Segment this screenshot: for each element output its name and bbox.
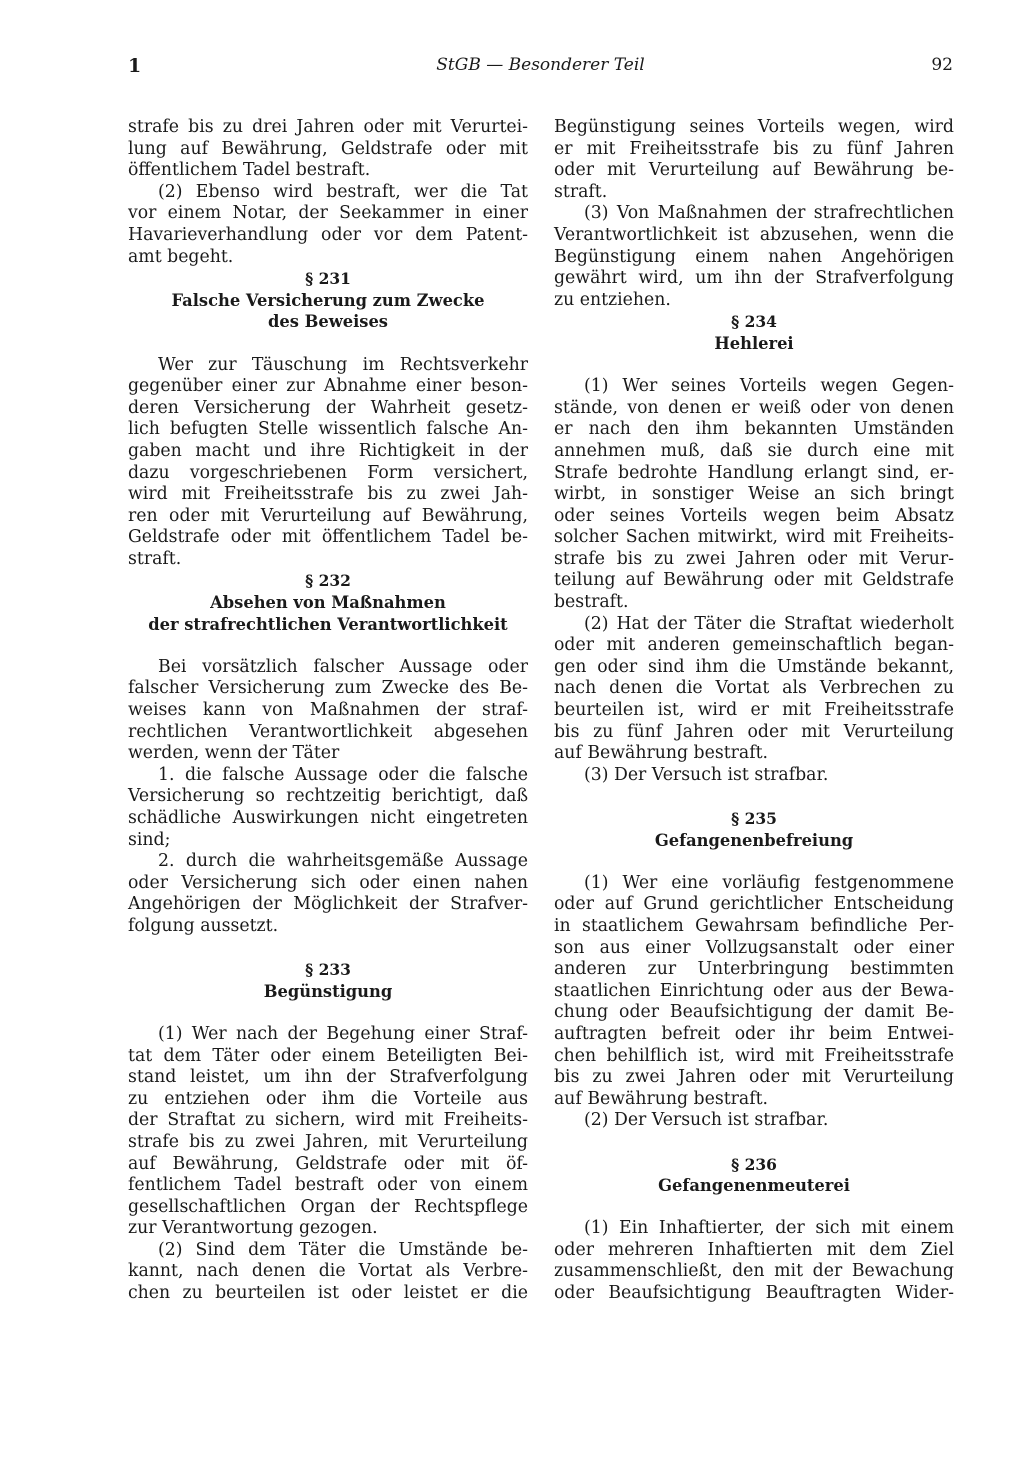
- text-line: Bei vorsätzlich falscher Aussage oder: [158, 656, 528, 677]
- text-line: strafe bis zu zwei Jahren oder mit Verur-: [554, 548, 954, 569]
- text-line: stand leistet, um ihn der Strafverfolgung: [128, 1067, 528, 1088]
- text-line: falscher Versicherung zum Zwecke des Be-: [128, 678, 528, 699]
- text-line: staatlichen Einrichtung oder aus der Bewa-: [554, 980, 954, 1001]
- text-line: strafe bis zu zwei Jahren, mit Verurteilung: [128, 1131, 528, 1152]
- text-line: Begünstigung seines Vorteils wegen, wird: [554, 117, 954, 137]
- text-line: (2) Der Versuch ist strafbar.: [584, 1110, 829, 1131]
- text-line: oder auf Grund gerichtlicher Entscheidung: [554, 894, 954, 915]
- spacer: [554, 1132, 954, 1154]
- spacer: [128, 333, 528, 355]
- text-line: 2. durch die wahrheitsgemäße Aussage: [158, 851, 528, 872]
- section-heading: Gefangenenbefreiung: [654, 830, 854, 850]
- text-line: (3) Der Versuch ist strafbar.: [584, 764, 829, 785]
- text-line: ren oder mit Verurteilung auf Bewährung,: [128, 505, 528, 526]
- section-number: § 234: [731, 312, 777, 332]
- page-header: [128, 55, 953, 85]
- right-text-column: [554, 117, 954, 1305]
- text-line: öffentlichem Tadel bestraft.: [128, 160, 371, 181]
- text-line: nach denen die Vortat als Verbrechen zu: [554, 678, 954, 699]
- section-heading: Falsche Versicherung zum Zwecke: [171, 290, 485, 310]
- text-line: (1) Wer seines Vorteils wegen Gegen-: [584, 376, 954, 397]
- spacer: [554, 786, 954, 808]
- text-line: sind;: [128, 829, 171, 850]
- text-line: (2) Ebenso wird bestraft, wer die Tat: [158, 181, 528, 202]
- section-heading: Begünstigung: [263, 981, 393, 1001]
- text-line: (2) Hat der Täter die Straftat wiederholt: [584, 613, 954, 634]
- section-number: § 232: [305, 571, 351, 591]
- text-line: kannt, nach denen die Vortat als Verbre-: [128, 1261, 528, 1282]
- section-heading: Hehlerei: [714, 333, 794, 353]
- text-line: Verantwortlichkeit ist abzusehen, wenn die: [554, 224, 954, 245]
- text-line: bestraft.: [554, 592, 629, 613]
- section-number: § 233: [305, 960, 351, 980]
- section-number: § 236: [731, 1154, 777, 1174]
- text-line: auf Bewährung, Geldstrafe oder mit öf-: [128, 1153, 528, 1174]
- text-line: son aus einer Vollzugsanstalt oder einer: [554, 937, 954, 958]
- text-line: auftragten befreit oder ihr beim Entwei-: [554, 1023, 954, 1044]
- text-line: der Straftat zu sichern, wird mit Freiheits-: [128, 1110, 528, 1131]
- text-line: lich befugten Stelle wissentlich falsche An-: [128, 419, 528, 440]
- text-line: gegenüber einer zur Abnahme einer beson-: [128, 376, 528, 397]
- text-line: deren Versicherung der Wahrheit gesetz-: [128, 397, 528, 418]
- left-text-column: [128, 117, 528, 1305]
- page-number: 92: [931, 55, 953, 75]
- section-number: § 235: [731, 809, 777, 828]
- text-line: chen behilflich ist, wird mit Freiheitsstrafe: [554, 1045, 954, 1066]
- running-title: StGB — Besonderer Teil: [436, 55, 645, 75]
- text-line: bis zu zwei Jahren oder mit Verurteilung: [554, 1067, 954, 1088]
- text-line: folgung aussetzt.: [128, 915, 279, 936]
- spacer: [128, 938, 528, 960]
- spacer: [128, 1002, 528, 1024]
- text-line: straft.: [128, 548, 182, 569]
- section-number: § 231: [305, 269, 351, 289]
- text-line: schädliche Auswirkungen nicht eingetreten: [128, 808, 528, 828]
- text-line: gaben macht und ihre Richtigkeit in der: [128, 440, 528, 461]
- text-line: oder mit anderen gemeinschaftlich began-: [554, 635, 954, 656]
- section-heading: Absehen von Maßnahmen: [210, 593, 446, 613]
- text-line: dazu vorgeschriebenen Form versichert,: [128, 462, 528, 483]
- text-line: anderen zur Unterbringung bestimmten: [554, 959, 954, 980]
- text-line: zu entziehen oder ihm die Vorteile aus: [128, 1088, 528, 1109]
- text-line: (1) Wer nach der Begehung einer Straf-: [158, 1023, 528, 1044]
- text-line: (3) Von Maßnahmen der strafrechtlichen: [584, 203, 954, 224]
- section-heading: der strafrechtlichen Verantwortlichkeit: [148, 614, 508, 634]
- text-line: chen zu beurteilen ist oder leistet er die: [128, 1283, 528, 1304]
- text-line: zur Verantwortung gezogen.: [128, 1218, 378, 1239]
- text-line: werden, wenn der Täter: [128, 743, 340, 764]
- spacer: [554, 355, 954, 377]
- text-line: gen oder sind ihm die Umstände bekannt,: [554, 656, 954, 677]
- spacer: [554, 1197, 954, 1219]
- text-line: straft.: [554, 181, 608, 202]
- text-line: wird mit Freiheitsstrafe bis zu zwei Jah-: [128, 484, 528, 505]
- text-line: Begünstigung einem nahen Angehörigen: [554, 246, 954, 267]
- section-heading: des Beweises: [268, 312, 388, 332]
- text-line: er mit Freiheitsstrafe bis zu fünf Jahren: [554, 138, 954, 159]
- text-line: gesellschaftlichen Organ der Rechtspflege: [128, 1196, 528, 1217]
- text-line: vor einem Notar, der Seekammer in einer: [128, 203, 528, 224]
- text-line: lung auf Bewährung, Geldstrafe oder mit: [128, 138, 528, 159]
- text-line: (1) Wer eine vorläufig festgenommene: [584, 872, 954, 893]
- text-line: weises kann von Maßnahmen der straf-: [128, 700, 528, 721]
- text-line: amt begeht.: [128, 246, 234, 267]
- text-line: Versicherung so rechtzeitig berichtigt, daß: [128, 786, 528, 807]
- text-line: Wer zur Täuschung im Rechtsverkehr: [158, 354, 528, 375]
- text-line: zu entziehen.: [554, 289, 671, 310]
- text-line: tat dem Täter oder einem Beteiligten Bei-: [128, 1045, 528, 1066]
- text-line: oder Beaufsichtigung Beauftragten Wider-: [554, 1283, 954, 1304]
- text-line: (1) Ein Inhaftierter, der sich mit einem: [584, 1218, 954, 1239]
- section-heading: Gefangenenmeuterei: [658, 1176, 850, 1196]
- text-line: rechtlichen Verantwortlichkeit abgesehen: [128, 721, 528, 742]
- text-line: in staatlichem Gewahrsam befindliche Per-: [554, 915, 954, 936]
- text-line: bis zu fünf Jahren oder mit Verurteilung: [554, 721, 954, 742]
- text-line: gewährt wird, um ihn der Strafverfolgung: [554, 268, 954, 289]
- text-line: Strafe bedrohte Handlung erlangt sind, er-: [554, 462, 954, 483]
- text-line: oder Versicherung sich oder einen nahen: [128, 872, 528, 893]
- text-line: auf Bewährung bestraft.: [554, 1088, 769, 1109]
- text-line: beurteilen ist, wird er mit Freiheitsstrafe: [554, 700, 954, 721]
- text-line: Havarieverhandlung oder vor dem Patent-: [128, 224, 528, 245]
- text-line: solcher Sachen mitwirkt, wird mit Freiheits-: [554, 527, 954, 548]
- chapter-number: 1: [128, 55, 142, 77]
- text-line: chung oder Beaufsichtigung der damit Be-: [554, 1002, 954, 1023]
- text-line: Geldstrafe oder mit öffentlichem Tadel be-: [128, 527, 528, 548]
- text-line: oder mit Verurteilung auf Bewährung be-: [554, 160, 954, 181]
- text-line: annehmen muß, daß sie durch eine mit: [554, 440, 954, 461]
- text-line: Angehörigen der Möglichkeit der Strafver-: [128, 894, 528, 915]
- text-line: stände, von denen er weiß oder von denen: [554, 397, 954, 418]
- text-line: auf Bewährung bestraft.: [554, 743, 769, 764]
- text-line: 1. die falsche Aussage oder die falsche: [158, 764, 528, 785]
- text-line: fentlichem Tadel bestraft oder von einem: [128, 1175, 528, 1196]
- text-line: strafe bis zu drei Jahren oder mit Verurtei-: [128, 117, 528, 137]
- text-line: oder mehreren Inhaftierten mit dem Ziel: [554, 1239, 954, 1260]
- spacer: [128, 635, 528, 657]
- text-line: er nach den ihm bekannten Umständen: [554, 419, 954, 440]
- text-line: oder seines Vorteils wegen beim Absatz: [554, 505, 954, 526]
- text-line: zusammenschließt, den mit der Bewachung: [554, 1261, 954, 1282]
- spacer: [554, 851, 954, 873]
- text-line: wirbt, in sonstiger Weise an sich bringt: [554, 484, 954, 505]
- text-line: (2) Sind dem Täter die Umstände be-: [158, 1239, 528, 1260]
- text-line: teilung auf Bewährung oder mit Geldstrafe: [554, 570, 954, 591]
